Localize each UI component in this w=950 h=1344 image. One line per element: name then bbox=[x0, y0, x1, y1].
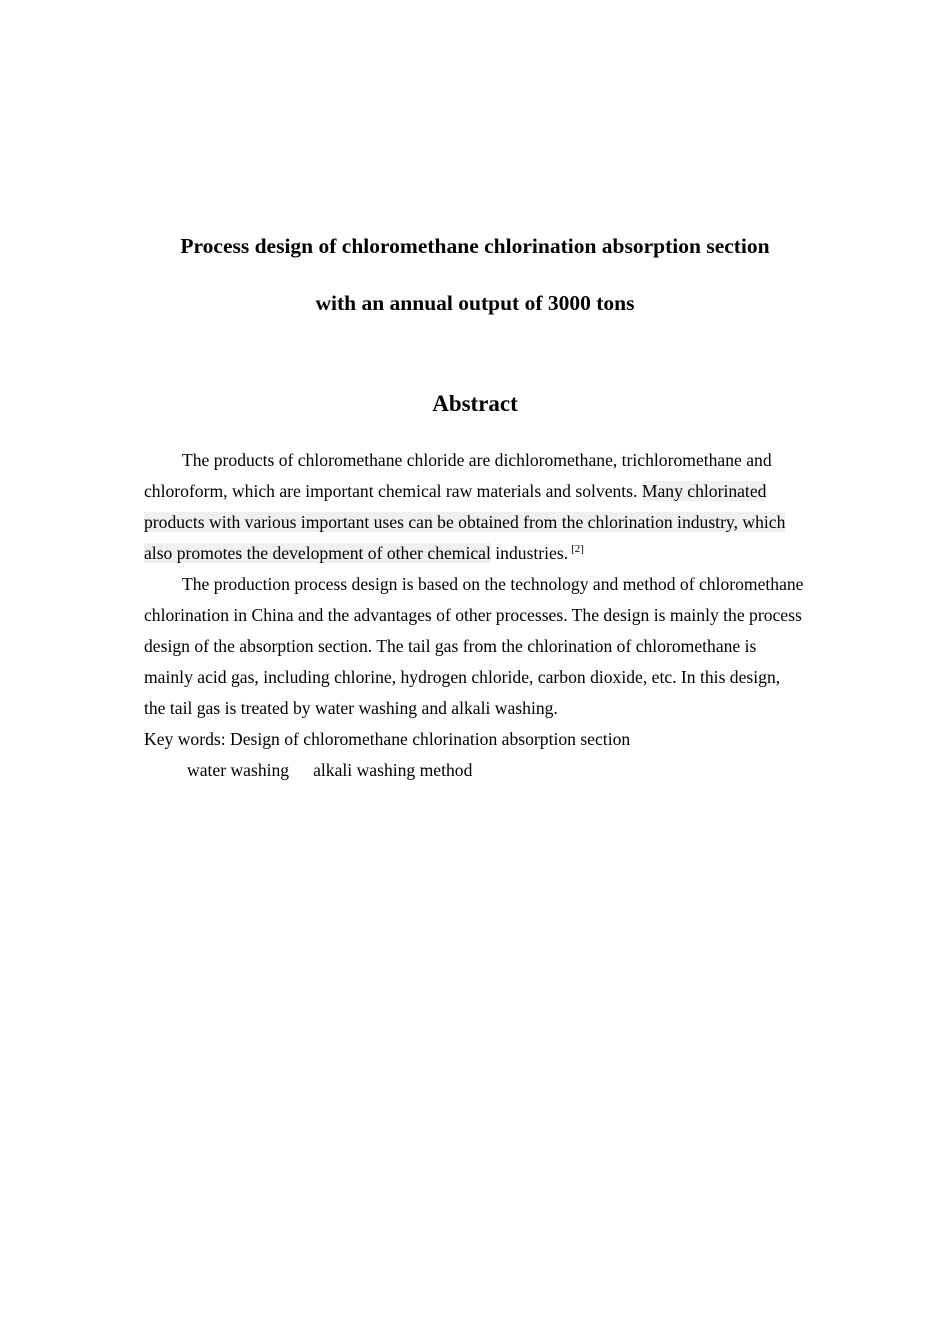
citation-marker: [2] bbox=[571, 543, 584, 555]
abstract-paragraph-2: The production process design is based on the technology and method of chloromethane chlorination in China and the advantages of other processes. The design is mainly the process design of the absorption section. The tail gas from the chlorination of chloromethane is mainly acid gas, including chlorine, hydrogen chloride, carbon dioxide, etc. In this design, the tail gas is treated by water washing and alkali washing. bbox=[144, 574, 804, 718]
paragraph-1-text-b: industries. bbox=[490, 543, 569, 563]
keyword-3: alkali washing method bbox=[313, 760, 473, 780]
keyword-2: water washing bbox=[187, 760, 290, 780]
paragraph-1-text-a: The products of chloromethane chloride are dichloromethane, trichloromethane and chloroform, which are important chemical raw materials and solvents. bbox=[144, 450, 772, 501]
abstract-heading: Abstract bbox=[432, 391, 518, 416]
title-line-1: Process design of chloromethane chlorination absorption section bbox=[180, 234, 770, 258]
title-line-2: with an annual output of 3000 tons bbox=[315, 291, 635, 315]
abstract-body bbox=[144, 445, 806, 786]
keyword-1: Design of chloromethane chlorination absorption section bbox=[230, 729, 631, 749]
keywords-line bbox=[144, 724, 806, 755]
paragraph-1-text-highlighted: Many chlorinated products with various important uses can be obtained from the chlorination industry, which also promotes the development of other chemical bbox=[144, 481, 786, 563]
keywords-label: Key words: bbox=[144, 729, 226, 749]
abstract-paragraph-1 bbox=[144, 445, 806, 569]
keywords-line-2 bbox=[144, 755, 806, 786]
